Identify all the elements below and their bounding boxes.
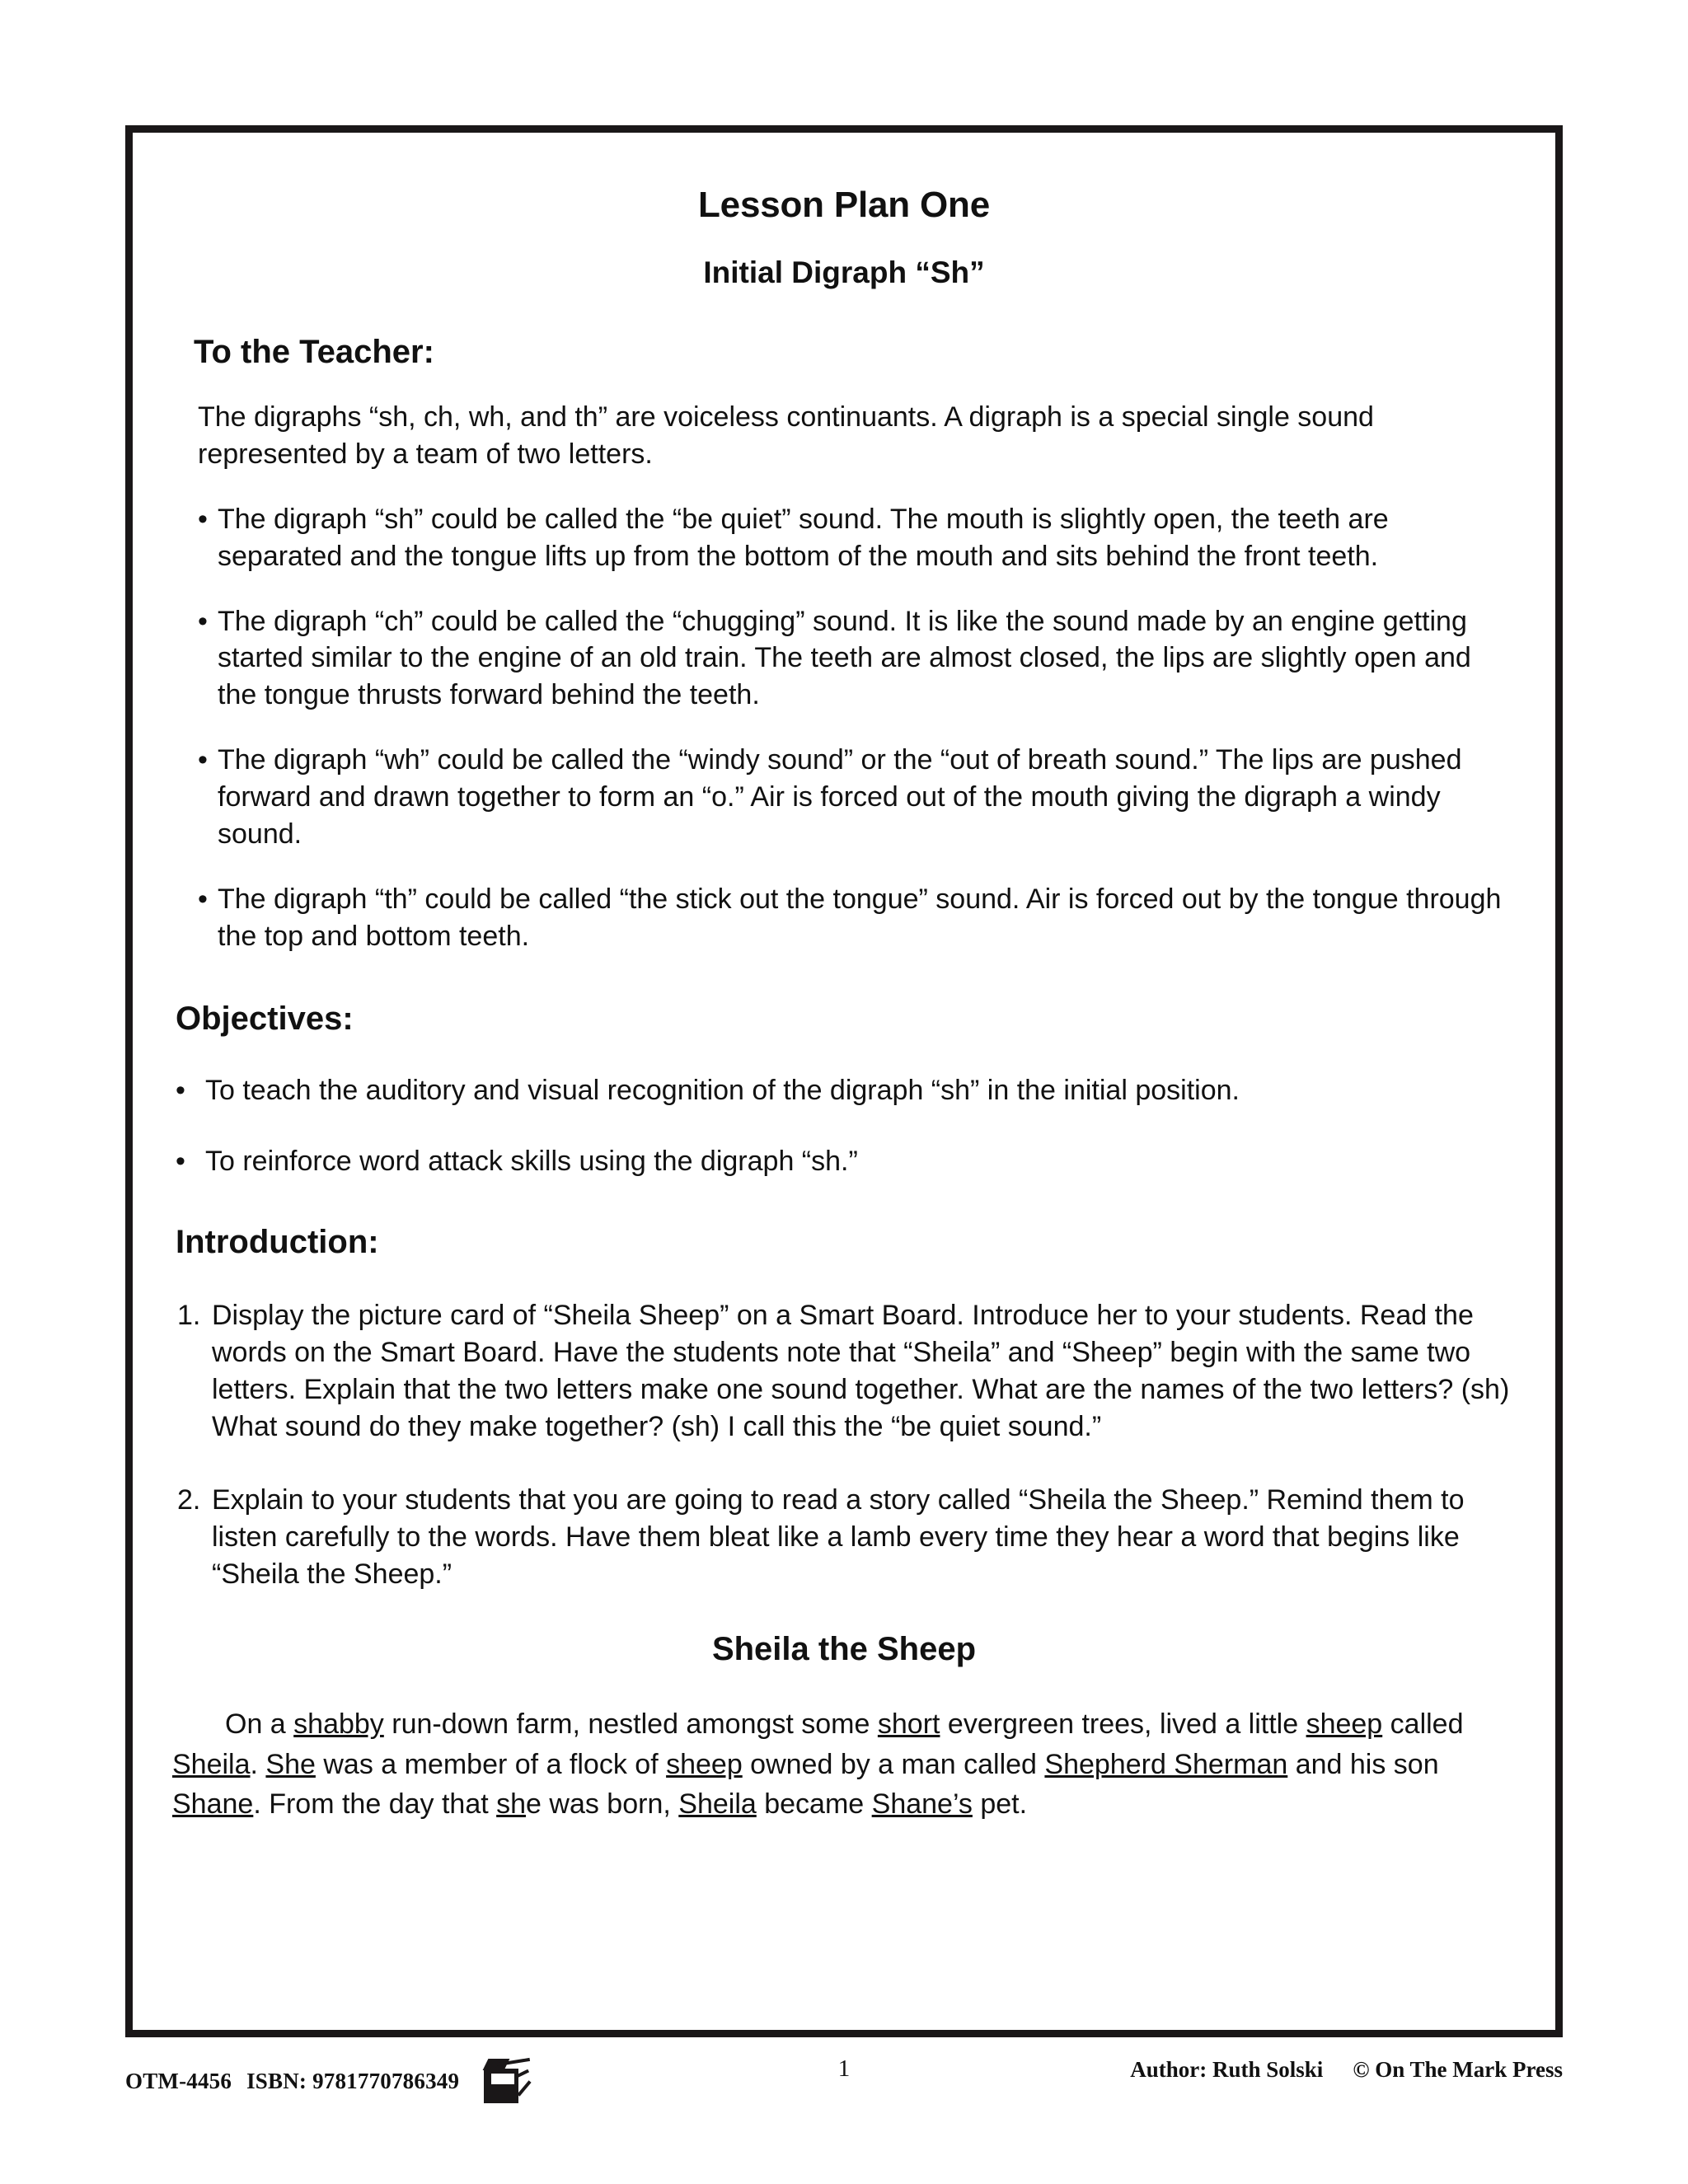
bullet-icon: • xyxy=(198,744,208,776)
book-icon xyxy=(479,2057,528,2105)
story-text-run: called xyxy=(1382,1708,1464,1741)
story-text-run: run-down farm, nestled amongst some xyxy=(383,1708,878,1741)
isbn-number: ISBN: 9781770786349 xyxy=(246,2068,460,2093)
step-number: 2. xyxy=(177,1483,201,1516)
objective-item xyxy=(176,1143,1514,1180)
bullet-icon: • xyxy=(176,1146,185,1178)
underlined-keyword: short xyxy=(877,1708,940,1741)
page-border-frame xyxy=(125,125,1563,2037)
section-heading-objectives: Objectives: xyxy=(176,1000,354,1037)
teacher-bullet-text: The digraph “sh” could be called the “be quiet” sound. The mouth is slightly open, the teeth are separated and the tongue lifts up from the bottom of the mouth and sits behind the front teeth. xyxy=(218,503,1389,572)
underlined-keyword: shabby xyxy=(293,1708,384,1741)
teacher-bullet-wh xyxy=(198,742,1514,853)
teacher-bullet-text: The digraph “wh” could be called the “windy sound” or the “out of breath sound.” The lips are pushed forward and drawn together to form an “o.” Air is forced out of the mouth giving the digraph a windy sound. xyxy=(218,744,1462,850)
story-text-run: e was born, xyxy=(526,1788,679,1820)
underlined-keyword: sheep xyxy=(666,1748,743,1780)
underlined-keyword: Shane xyxy=(172,1788,254,1820)
underlined-keyword: sheep xyxy=(1306,1708,1383,1741)
page-number: 1 xyxy=(837,2055,851,2082)
story-text-run: evergreen trees, lived a little xyxy=(940,1708,1306,1741)
section-heading-introduction: Introduction: xyxy=(176,1224,379,1261)
teacher-bullet-sh xyxy=(198,501,1514,575)
story-text-run: On a xyxy=(225,1708,294,1741)
objective-item xyxy=(176,1072,1514,1109)
underlined-keyword: Sheila xyxy=(678,1788,757,1820)
bullet-icon: • xyxy=(176,1074,185,1106)
teacher-intro-paragraph: The digraphs “sh, ch, wh, and th” are voiceless continuants. A digraph is a special single sound represented by a team of two letters. xyxy=(198,401,1374,470)
underlined-keyword: Sheila xyxy=(172,1748,251,1780)
underlined-keyword: She xyxy=(265,1748,316,1780)
page-title: Lesson Plan One xyxy=(698,185,990,225)
section-heading-to-the-teacher: To the Teacher: xyxy=(194,334,434,371)
story-title: Sheila the Sheep xyxy=(711,1631,977,1668)
page-subtitle: Initial Digraph “Sh” xyxy=(703,255,985,290)
footer-right-group xyxy=(1130,2057,1563,2083)
introduction-step xyxy=(177,1297,1514,1446)
teacher-bullet-text: The digraph “ch” could be called the “chugging” sound. It is like the sound made by an engine getting started similar to the engine of an old train. The teeth are almost closed, the lips are slightly open and the tongue thrusts forward behind the teeth. xyxy=(218,605,1471,711)
underlined-keyword: Shepherd Sherman xyxy=(1044,1748,1288,1780)
bullet-icon: • xyxy=(198,883,208,915)
underlined-keyword: Shane’s xyxy=(871,1788,973,1820)
story-text-run: . xyxy=(250,1748,266,1780)
product-code: OTM-4456 xyxy=(125,2068,232,2093)
introduction-step xyxy=(177,1482,1514,1593)
underlined-keyword: sh xyxy=(496,1788,527,1820)
story-text-run: pet. xyxy=(972,1788,1028,1820)
step-text: Display the picture card of “Sheila Sheep” on a Smart Board. Introduce her to your students. Read the words on the Smart Board. Have the students note that “Sheila” and “Sheep” begin with the same two letters. Explain that the two letters make one sound together. What are the names of the two letters? (sh) What sound do they make together? (sh) I call this the “be quiet sound.” xyxy=(212,1300,1510,1442)
page-content xyxy=(133,133,1555,2030)
story-text-run: became xyxy=(756,1788,872,1820)
footer-left-group xyxy=(125,2057,528,2105)
step-number: 1. xyxy=(177,1300,201,1332)
story-text-run: owned by a man called xyxy=(742,1748,1045,1780)
objective-text: To teach the auditory and visual recognition of the digraph “sh” in the initial position. xyxy=(205,1074,1240,1106)
story-text-run: . From the day that xyxy=(253,1788,497,1820)
teacher-bullet-th xyxy=(198,881,1514,955)
step-text: Explain to your students that you are going to read a story called “Sheila the Sheep.” Remind them to listen carefully to the words. Have them bleat like a lamb every time they hear a word that begins like “Sheila the Sheep.” xyxy=(212,1483,1465,1590)
objective-text: To reinforce word attack skills using the digraph “sh.” xyxy=(205,1146,858,1178)
story-paragraph xyxy=(171,1704,1517,1824)
page-footer xyxy=(125,2052,1563,2110)
copyright-notice: © On The Mark Press xyxy=(1353,2057,1563,2082)
author-credit: Author: Ruth Solski xyxy=(1130,2057,1324,2082)
bullet-icon: • xyxy=(198,605,208,637)
story-text-run: and his son xyxy=(1287,1748,1439,1780)
bullet-icon: • xyxy=(198,503,208,535)
teacher-bullet-text: The digraph “th” could be called “the stick out the tongue” sound. Air is forced out by the tongue through the top and bottom teeth. xyxy=(218,883,1502,952)
story-text-run: was a member of a flock of xyxy=(315,1748,667,1780)
teacher-bullet-ch xyxy=(198,603,1514,715)
